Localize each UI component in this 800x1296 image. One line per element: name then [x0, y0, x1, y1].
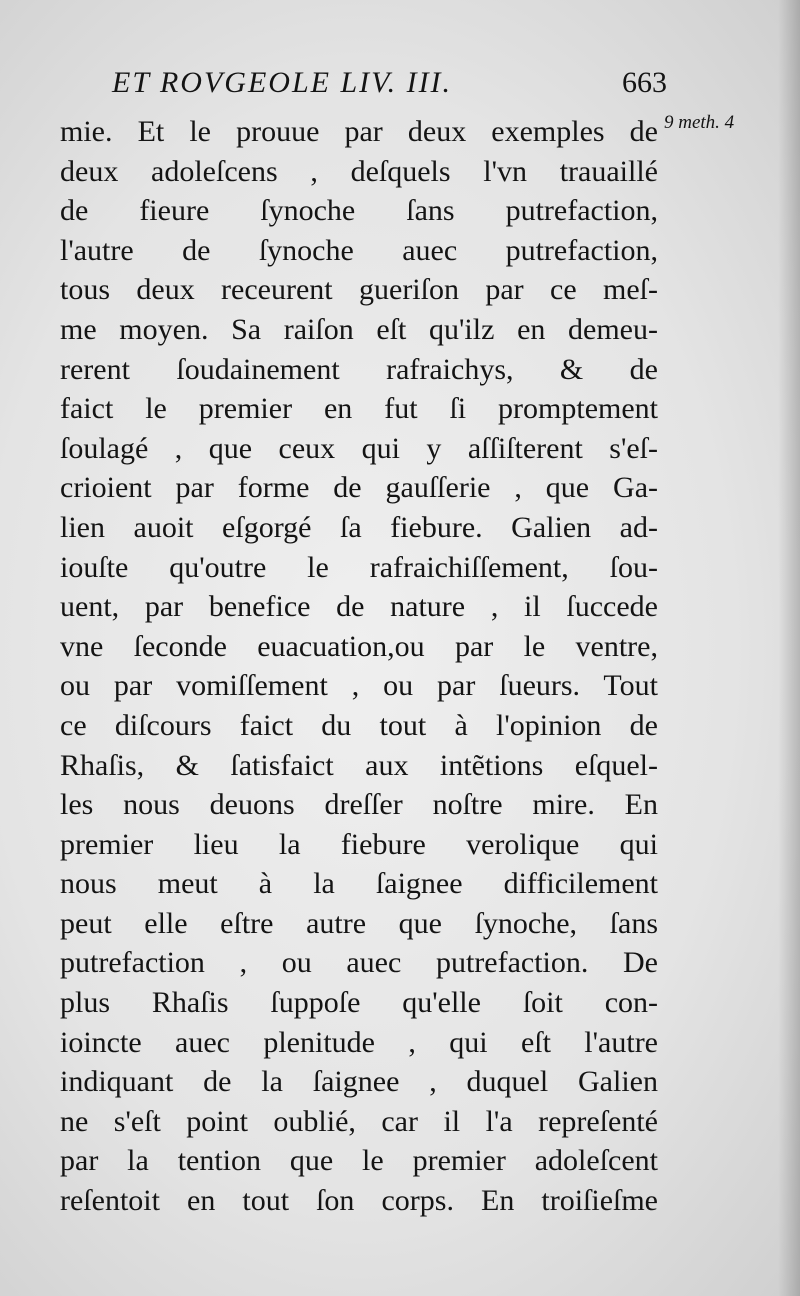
text-line: rerent ſoudainement rafraichys, & de: [60, 352, 658, 386]
text-line: premier lieu la fiebure verolique qui: [60, 827, 658, 861]
text-line: lien auoit eſgorgé ſa fiebure. Galien ad-: [60, 510, 658, 544]
text-line: plus Rhaſis ſuppoſe qu'elle ſoit con-: [60, 986, 658, 1020]
text-line: par la tention que le premier adoleſcent: [60, 1144, 658, 1178]
text-line: ſoulagé , que ceux qui y aſſiſterent s'eſ-: [60, 431, 658, 465]
text-line: les nous deuons dreſſer noſtre mire. En: [60, 788, 658, 822]
text-line: uent, par benefice de nature , il ſuccede: [60, 590, 658, 624]
text-line: iouſte qu'outre le rafraichiſſement, ſou-: [60, 550, 658, 584]
text-line: nous meut à la ſaignee difficilement: [60, 867, 658, 901]
text-line: vne ſeconde euacuation,ou par le ventre,: [60, 629, 658, 663]
text-line: reſentoit en tout ſon corps. En troiſieſme: [60, 1184, 658, 1218]
running-head-title: ET ROVGEOLE LIV. III.: [112, 66, 453, 99]
text-line: tous deux receurent gueriſon par ce meſ-: [60, 273, 658, 307]
text-line: Rhaſis, & ſatisfaict aux intẽtions eſquel-: [60, 748, 658, 782]
page-edge-shadow: [778, 0, 800, 1296]
text-line: mie. Et le prouue par deux exemples de: [60, 115, 658, 148]
text-line: peut elle eſtre autre que ſynoche, ſans: [60, 906, 658, 940]
text-line: faict le premier en fut ſi promptement: [60, 392, 658, 426]
text-line: l'autre de ſynoche auec putrefaction,: [60, 233, 658, 267]
body-text: [60, 112, 658, 1221]
text-line: indiquant de la ſaignee , duquel Galien: [60, 1065, 658, 1099]
text-line: deux adoleſcens , deſquels l'vn trauaillé: [60, 154, 658, 188]
running-head: [112, 66, 667, 114]
text-line: crioient par forme de gauſſerie , que Ga-: [60, 471, 658, 505]
margin-note: 9 meth. 4: [664, 112, 735, 133]
text-line: me moyen. Sa raiſon eſt qu'ilz en demeu-: [60, 312, 658, 346]
text-line: putrefaction , ou auec putrefaction. De: [60, 946, 658, 980]
text-line: ce diſcours faict du tout à l'opinion de: [60, 708, 658, 742]
text-line: ne s'eſt point oublié, car il l'a repreſenté: [60, 1104, 658, 1138]
text-line: ioincte auec plenitude , qui eſt l'autre: [60, 1025, 658, 1059]
page-number: 663: [622, 66, 667, 99]
text-line: ou par vomiſſement , ou par ſueurs. Tout: [60, 669, 658, 703]
text-line: de fieure ſynoche ſans putrefaction,: [60, 194, 658, 228]
